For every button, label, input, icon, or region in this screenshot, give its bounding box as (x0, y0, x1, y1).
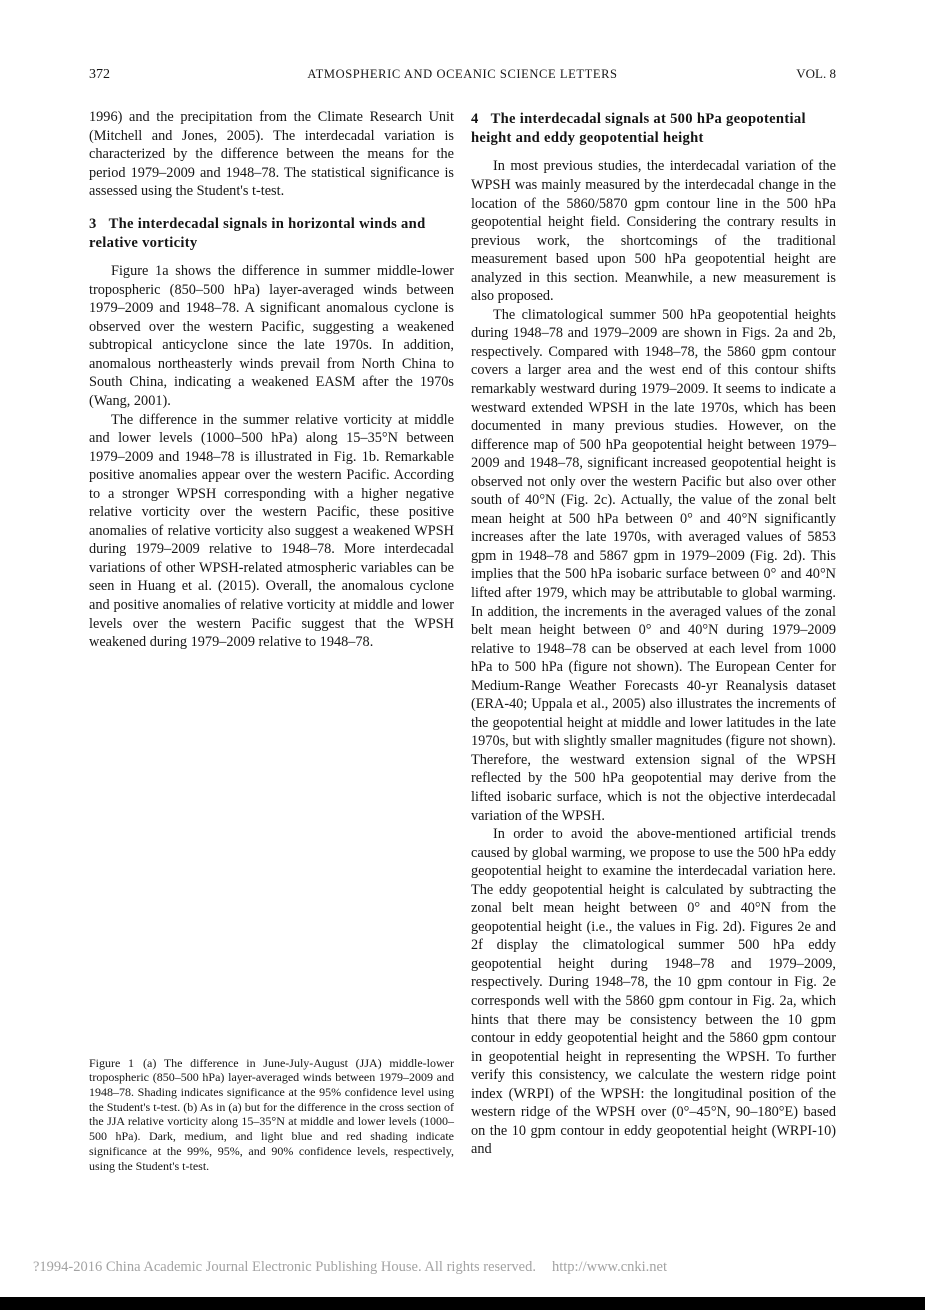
body-paragraph: Figure 1a shows the difference in summer middle-lower tropospheric (850–500 hPa) layer-averaged winds between 1979–2009 and 1948–78. A significant anomalous cyclone is observed over the western Pacific, suggesting a weakened subtropical anticyclone since the late 1970s. In addition, anomalous northeasterly winds prevail from North China to South China, indicating a weakened EASM after the 1970s (Wang, 2001). (89, 263, 454, 409)
copyright-text: ?1994-2016 China Academic Journal Electronic Publishing House. All rights reserved. (33, 1259, 536, 1275)
section-3-heading (89, 215, 454, 253)
body-paragraph: In order to avoid the above-mentioned artificial trends caused by global warming, we propose to use the 500 hPa eddy geopotential height to examine the interdecadal variation here. The eddy geopotential height is calculated by subtracting the zonal belt mean height between 0° and 40°N from the geopotential height (i.e., the values in Fig. 2d). Figures 2e and 2f display the climatological summer 500 hPa eddy geopotential height during 1948–78 and 1979–2009, respectively. During 1948–78, the 10 gpm contour in Fig. 2e corresponds well with the 5860 gpm contour in Fig. 2a, which hints that there may be consistency between the 10 gpm contour in eddy geopotential height and the 5860 gpm contour in geopotential height in representing the WPSH. To further verify this consistency, we calculate the western ridge point index (WRPI) of the WPSH: the longitudinal position of the western ridge of the WPSH over (0°–45°N, 90–180°E) based on the 10 gpm contour in eddy geopotential height (WRPI-10) and (471, 826, 836, 1158)
left-column (89, 108, 454, 1173)
page-header (89, 66, 836, 83)
section-title: The interdecadal signals at 500 hPa geopotential height and eddy geopotential height (471, 111, 806, 147)
section-title: The interdecadal signals in horizontal winds and relative vorticity (89, 215, 426, 251)
section-number: 3 (89, 215, 97, 232)
journal-title: ATMOSPHERIC AND OCEANIC SCIENCE LETTERS (307, 67, 618, 81)
body-paragraph: The difference in the summer relative vorticity at middle and lower levels (1000–500 hPa) along 15–35°N between 1979–2009 and 1948–78 is illustrated in Fig. 1b. Remarkable positive anomalies appear over the western Pacific. According to a stronger WPSH corresponding with a higher negative relative vorticity over the western Pacific, these positive anomalies of relative vorticity also suggest a weakened WPSH during 1979–2009 relative to 1948–78. More interdecadal variations of other WPSH-related atmospheric variables can be seen in Huang et al. (2015). Overall, the anomalous cyclone and positive anomalies of relative vorticity at middle and lower levels over the western Pacific suggest that the WPSH weakened during 1979–2009 relative to 1948–78. (89, 411, 454, 651)
cnki-url: http://www.cnki.net (551, 1259, 668, 1275)
figure1-placeholder (89, 652, 454, 1056)
section-4-heading (471, 110, 836, 148)
right-column (471, 108, 836, 1173)
figure1-label: Figure 1 (89, 1055, 135, 1070)
volume-label: VOL. 8 (796, 66, 836, 81)
page-footer (33, 1259, 893, 1276)
body-paragraph: 1996) and the precipitation from the Climate Research Unit (Mitchell and Jones, 2005). The interdecadal variation is characterized by the difference between the means for the period 1979–2009 and 1948–78. The statistical significance is assessed using the Student's t-test. (89, 109, 454, 200)
bottom-bar (0, 1297, 925, 1310)
body-paragraph: The climatological summer 500 hPa geopotential heights during 1948–78 and 1979–2009 are shown in Figs. 2a and 2b, respectively. Compared with 1948–78, the 5860 gpm contour covers a larger area and the west end of this contour shifts remarkably westward during 1979–2009. It seems to indicate a westward extended WPSH in the late 1970s, which has been documented in many previous studies. However, on the difference map of 500 hPa geopotential height between 1979–2009 and 1948–78, significant increased geopotential height is observed not only over the western Pacific but also over other south of 40°N (Fig. 2c). Actually, the value of the zonal belt mean height at 500 hPa between 0° and 40°N significantly increases after the late 1970s, with averaged values of 5853 gpm in 1948–78 and 5867 gpm in 1979–2009 (Fig. 2d). This implies that the 500 hPa isobaric surface between 0° and 40°N lifted after 1979, which may be attributable to global warming. In addition, the increments in the averaged values of the zonal belt mean height between 0° and 40°N during 1979–2009 relative to 1948–78 can be observed at each level from 1000 hPa to 500 hPa (figure not shown). The European Center for Medium-Range Weather Forecasts 40-yr Reanalysis dataset (ERA-40; Uppala et al., 2005) also illustrates the increments of the geopotential height at middle and lower latitudes in the late 1970s, but with slightly smaller magnitudes (figure not shown). Therefore, the westward extension signal of the WPSH reflected by the 500 hPa geopotential may derive from the lifted isobaric surface, which is not the objective interdecadal variation of the WPSH. (471, 306, 836, 824)
page-number: 372 (89, 67, 110, 82)
two-column-body (89, 108, 836, 1173)
figure1-caption-text: (a) The difference in June-July-August (JJA) middle-lower tropospheric (850–500 hPa) layer-averaged winds between 1979–2009 and 1948–78. Shading indicates significance at the 95% confidence level using the Student's t-test. (b) As in (a) but for the difference in the cross section of the JJA relative vorticity along 15–35°N at middle and lower levels (1000–500 hPa). Dark, medium, and light blue and red shading indicate significance at the 99%, 95%, and 90% confidence levels, respectively, using the Student's t-test. (89, 1055, 454, 1173)
body-paragraph: In most previous studies, the interdecadal variation of the WPSH was mainly measured by the interdecadal change in the location of the 5860/5870 gpm contour line in the 500 hPa geopotential height field. Considering the contrary results in previous work, the shortcomings of the traditional measurement based upon 500 hPa geopotential height are analyzed in this section. Meanwhile, a new measurement is also proposed. (471, 158, 836, 305)
section-number: 4 (471, 111, 479, 127)
figure1-caption (89, 1056, 454, 1174)
